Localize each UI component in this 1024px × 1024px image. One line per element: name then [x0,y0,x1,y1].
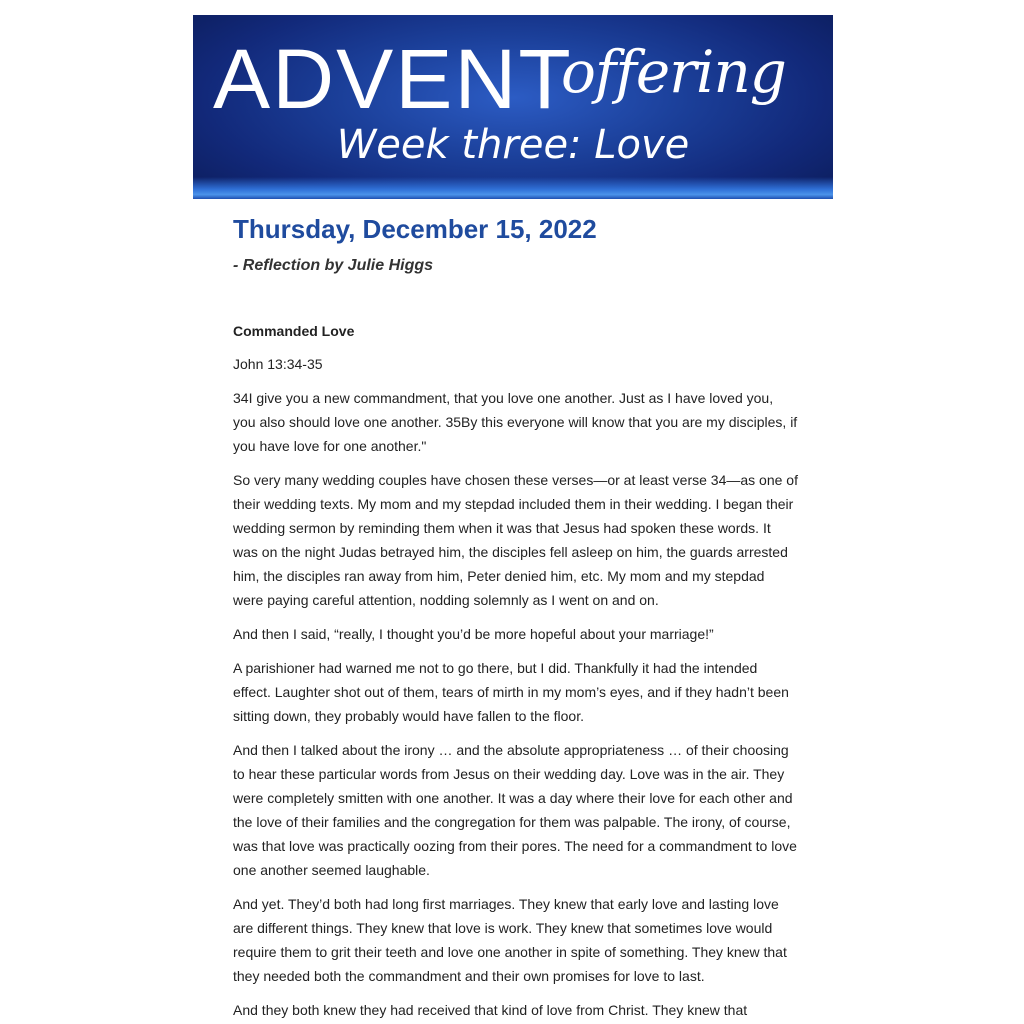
paragraph-scripture: 34I give you a new commandment, that you love one another. Just as I have loved you, you also should love one another. 35By this everyone will know that you are my disciples, if you have love for one another." [233,390,798,454]
scripture-reference: John 13:34-35 [233,356,323,372]
paragraph: And they both knew they had received that kind of love from Christ. They knew that [233,1002,748,1018]
post-content [233,205,798,1022]
banner-glow [193,177,833,199]
banner-title-offering: offering [561,38,786,106]
paragraph: And yet. They’d both had long first marriages. They knew that early love and lasting love are different things. They knew that love is work. They knew that sometimes love would require them to grit their teeth and love one another in spite of something. They knew that they needed both the commandment and their own promises for love to last. [233,896,787,984]
paragraph: So very many wedding couples have chosen these verses—or at least verse 34—as one of their wedding texts. My mom and my stepdad included them in their wedding. I began their wedding sermon by reminding them when it was that Jesus had spoken these words. It was on the night Judas betrayed him, the disciples fell asleep on him, the guards arrested him, the disciples ran away from him, Peter denied him, etc. My mom and my stepdad were paying careful attention, nodding solemnly as I went on and on. [233,472,798,608]
advent-banner [193,15,833,199]
section-title: Commanded Love [233,323,355,339]
banner-subtitle: Week three: Love [336,122,690,168]
post-date: Thursday, December 15, 2022 [233,214,597,244]
paragraph: And then I said, “really, I thought you’d be more hopeful about your marriage!” [233,626,714,642]
paragraph: A parishioner had warned me not to go there, but I did. Thankfully it had the intended effect. Laughter shot out of them, tears of mirth in my mom’s eyes, and if they hadn’t been sitting down, they probably would have fallen to the floor. [233,660,789,724]
paragraph: And then I talked about the irony … and the absolute appropriateness … of their choosing to hear these particular words from Jesus on their wedding day. Love was in the air. They were completely smitten with one another. It was a day where their love for each other and the love of their families and the congregation for them was palpable. The irony, of course, was that love was practically oozing from their pores. The need for a commandment to love one another seemed laughable. [233,742,797,878]
post-byline: - Reflection by Julie Higgs [233,257,434,274]
banner-title-advent: ADVENT [213,32,573,126]
